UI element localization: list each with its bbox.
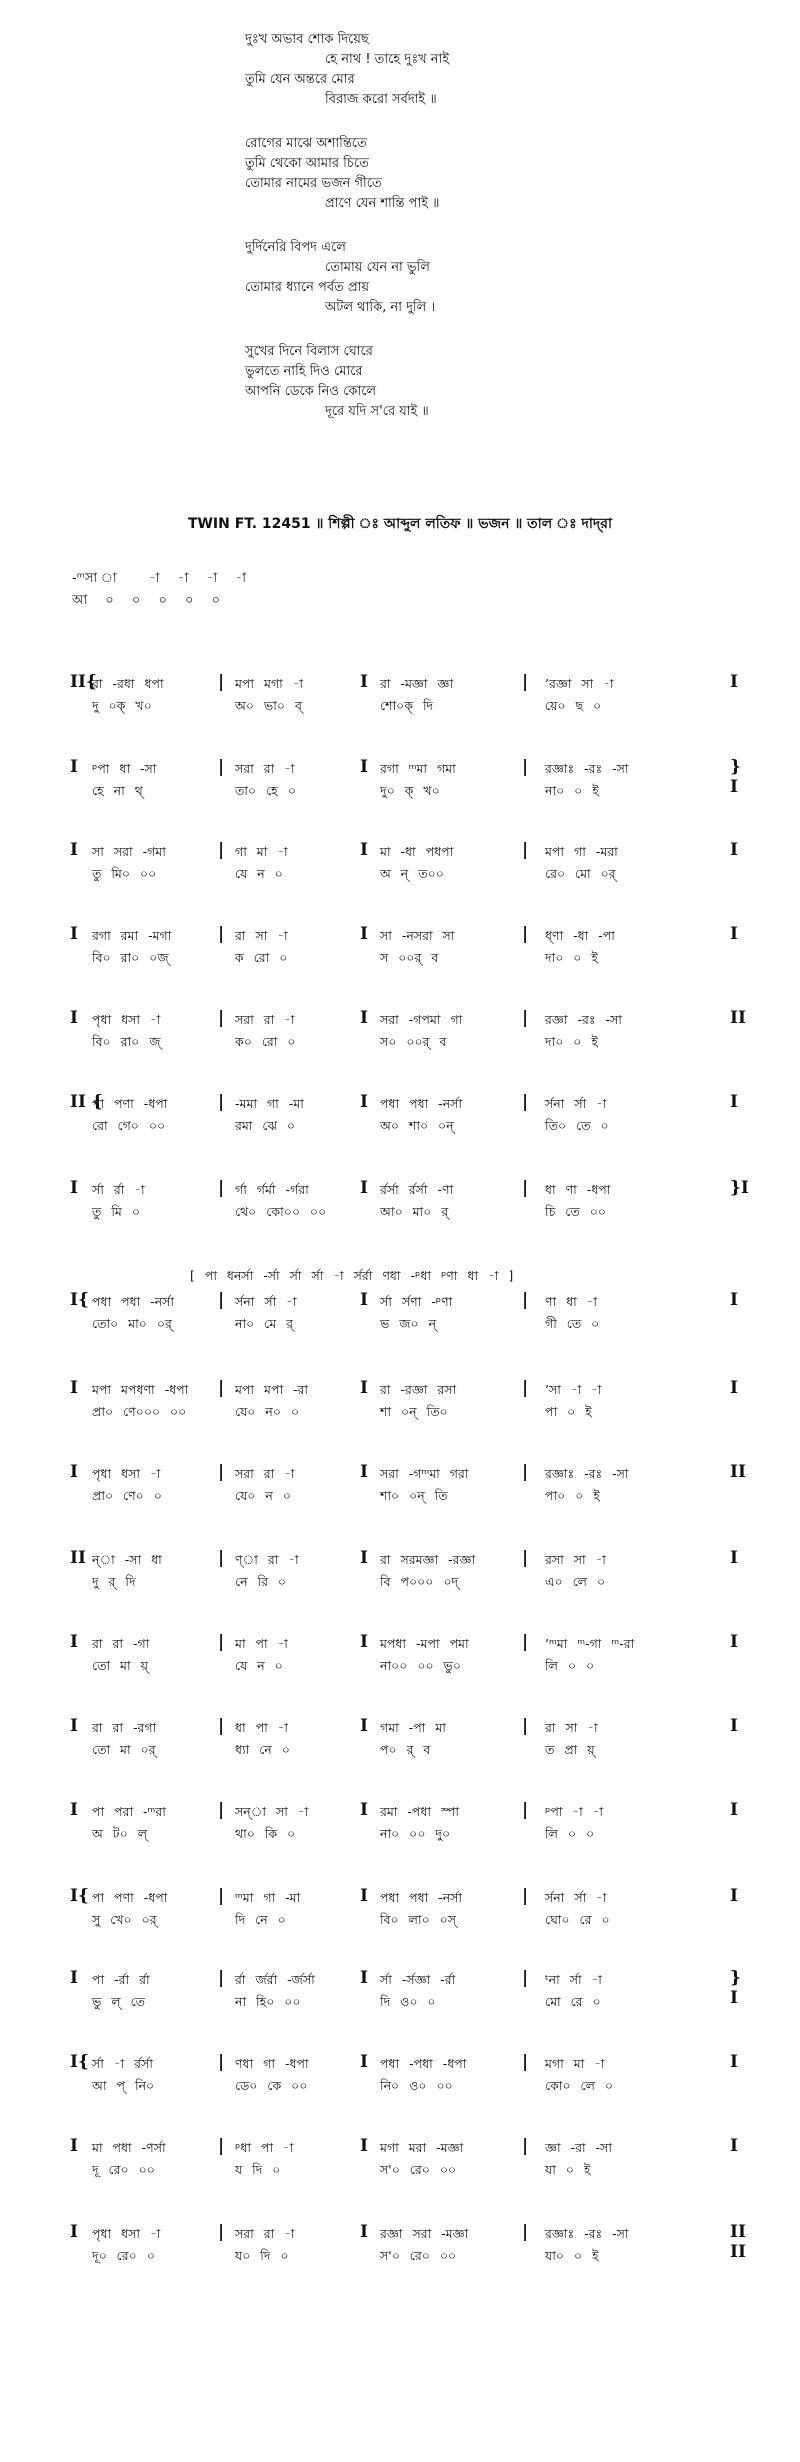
syllable-text: সু খে০ ০র্ [92,1912,157,1927]
swara-text: পধা পধা -নর্সা [380,1890,463,1905]
swara-text: সন্া সা -া [235,1804,309,1819]
notation-line [70,840,750,892]
swara-text: পা -র্রা র্রা [92,1972,150,1987]
bar-line: | [218,1462,225,1482]
stanza [245,238,449,318]
bar-line: I [70,1378,78,1398]
swara-text: ᵗনা র্সা -া [545,1972,602,1987]
swara-text: র্সনা র্সা -া [235,1294,297,1309]
swara-text: রা রা -রগা [92,1720,157,1735]
lyric-line: তোমায় যেন না ভুলি [325,260,430,275]
swara-text: র্সা র্সণা -ᵖণা [380,1294,453,1309]
syllable-text: প্রা০ ণে০ ০ [92,1488,162,1503]
bar-line: I [360,672,368,692]
syllable-text: ক রো ০ [235,950,288,965]
swara-text: মা পধা -ণর্সা [92,2140,166,2155]
syllable-text: বি০ রা০ জ্ [92,1034,161,1049]
bar-line: I [70,2222,78,2242]
lyric-line: সুখের দিনে বিলাস ঘোরে [245,344,373,359]
bar-line: II [730,1462,746,1482]
swara-text: রা সা -া [545,1720,598,1735]
swara-text: সা -নসরা সা [380,928,455,943]
swara-text: রজ্ঞাঃ -রঃ -সা [545,2226,629,2241]
bar-line: I [360,1800,368,1820]
swara-text: র্সা -া র্রর্সা [92,2056,153,2071]
syllable-text: দু র্ দি [92,1574,136,1589]
syllable-text: যা ০ ই [545,2162,591,2177]
swara-text: পৃধা ধসা -া [92,2226,161,2241]
bar-line: | [522,2136,529,2156]
syllable-text: কো০ লে ০ [545,2078,614,2093]
bar-line: I [360,1092,368,1112]
notation-line [70,1632,750,1684]
syllable-text: ক০ রো ০ [235,1034,296,1049]
syllable-text: তু মি০ ০০ [92,866,157,881]
bar-line: I [360,1008,368,1028]
swara-text: রা সা -া [235,928,288,943]
notation-line [70,2222,750,2274]
syllable-text: লি ০ ০ [545,1826,595,1841]
swara-text: র্সনা র্সা -া [545,1096,607,1111]
bar-line: | [218,1548,225,1568]
syllable-text: থে০ কো০০ ০০ [235,1204,327,1219]
bar-line: | [218,1632,225,1652]
bar-line: I [730,1886,738,1906]
swara-text: সরা রা -া [235,1466,295,1481]
bar-line: | [522,924,529,944]
bar-line: | [218,2136,225,2156]
swara-text: পৃধা ধসা -া [92,1466,161,1481]
notation-line [70,672,750,724]
bar-line: I{ [70,2052,89,2072]
bar-line: I [70,1632,78,1652]
bar-line: I [360,1462,368,1482]
bar-line: I [730,1548,738,1568]
bar-line: | [522,1968,529,1988]
syllable-text: শা ০ন্ তি০ [380,1404,448,1419]
bar-line: I [730,1716,738,1736]
lyric-line: দুর্দিনেরি বিপদ এলে [245,240,346,255]
swara-text: র্রর্সা র্রর্সা -ণা [380,1182,454,1197]
bar-line: | [522,1632,529,1652]
syllable-text: নে রি ০ [235,1574,287,1589]
swara-text: ʼরজ্ঞা সা -া [545,676,614,691]
syllable-text: না০০ ০০ ভু০ [380,1658,461,1673]
swara-text: মগা মা -া [545,2056,605,2071]
notation-line [70,1008,750,1060]
swara-text: রগা রমা -মগা [92,928,172,943]
syllable-text: রে০ মো ০র্ [545,866,616,881]
swara-text: পধা পধা -নর্সা [92,1294,175,1309]
syllable-text: দূ রে০ ০০ [92,2162,155,2177]
swara-text: ধা পা -া [235,1720,288,1735]
stanza [245,134,449,214]
syllable-text: স ০০র্ ব [380,950,439,965]
swara-text: পা পরা -ᵐরা [92,1804,166,1819]
swara-text: মপধা -মপা পমা [380,1636,469,1651]
swara-text: র্রা র্জর্রা -র্জর্সা [235,1972,315,1987]
bar-line: | [218,1716,225,1736]
bar-line: I [360,1968,368,1988]
syllable-text: যে ন ০ [235,866,283,881]
intro-swara-row: -ᵐসা া -া -া -া -া [72,571,247,586]
notation-line [70,1886,750,1938]
syllable-text: প্রা০ ণে০০০ ০০ [92,1404,187,1419]
notation-line [70,1716,750,1768]
stanza [245,30,449,110]
syllable-text: তা০ হে ০ [235,783,296,798]
swara-text: ণ্া রা -া [235,1552,299,1567]
notation-line [70,1800,750,1852]
swara-text: সরা -গপমা গা [380,1012,463,1027]
notation-line [70,1378,750,1430]
syllable-text: দি নে ০ [235,1912,286,1927]
syllable-text: দু ০ক্ খ০ [92,698,152,713]
bar-line: I [360,924,368,944]
syllable-text: য়ে০ ছ ০ [545,698,602,713]
swara-text: মপা গা -মরা [545,844,618,859]
bar-line: | [218,1290,225,1310]
bar-line: | [218,2222,225,2242]
lyric-line: প্রাণে যেন শান্তি পাই ॥ [325,196,440,211]
swara-text: মা -ধা পধপা [380,844,454,859]
syllable-text: অ০ শা০ ০ন্ [380,1118,454,1133]
syllable-text: থা০ কি ০ [235,1826,296,1841]
lyric-line: তোমার ধ্যানে পর্বত প্রায় [245,280,370,295]
swara-text: রমা -পধা স্পা [380,1804,459,1819]
syllable-text: য দি ০ [235,2162,281,2177]
swara-text: র্গা র্গর্মা -র্গরা [235,1182,309,1197]
syllable-text: না হি০ ০০ [235,1994,301,2009]
bar-line: | [522,1548,529,1568]
swara-text: র্সনা র্সা -া [545,1890,607,1905]
bar-line: I [360,1290,368,1310]
swara-text: রজ্ঞাঃ -রঃ -সা [545,761,629,776]
bar-line: II II [730,2222,746,2262]
swara-text: মা পা -া [235,1636,288,1651]
bar-line: | [218,1178,225,1198]
bar-line: | [218,1968,225,1988]
bar-line: } I [730,1968,741,2008]
notation-line [70,1268,750,1342]
swara-text: জ্ঞা -রা -সা [545,2140,612,2155]
syllable-text: গী তে ০ [545,1316,600,1331]
intro-lyric-row: আ ০ ০ ০ ০ ০ [72,593,221,608]
bar-line: I [360,840,368,860]
swara-text: পধা -পধা -ধপা [380,2056,467,2071]
swara-text: র্সা র্রা -া [92,1182,145,1197]
syllable-text: পা০ ০ ই [545,1488,600,1503]
lyric-line: হে নাথ ! তাহে দুঃখ নাই [325,52,450,67]
syllable-text: পা ০ ই [545,1404,592,1419]
swara-text: রজ্ঞা -রঃ -সা [545,1012,622,1027]
bar-line: | [522,1800,529,1820]
syllable-text: না০ ০০ দু০ [380,1826,451,1841]
bar-line: I [70,1968,78,1988]
syllable-text: দূ০ রে০ ০ [92,2248,155,2263]
notation-line [70,2052,750,2104]
bar-line: I [360,1378,368,1398]
swara-text: রা -রজ্ঞা রসা [380,1382,457,1397]
bar-line: | [522,1716,529,1736]
syllable-text: না০ মে র্ [235,1316,294,1331]
syllable-text: মো রে ০ [545,1994,601,2009]
syllable-text: বি০ লা০ ০স্ [380,1912,457,1927]
lyric-line: বিরাজ করো সর্বদাই ॥ [325,92,437,107]
swara-text: পধা পধা -নর্সা [380,1096,463,1111]
swara-text: ণধা গা -ধপা [235,2056,309,2071]
bar-line: I [730,672,738,692]
bar-line: I [730,1800,738,1820]
bar-line: I [360,1548,368,1568]
bar-line: I [730,2136,738,2156]
bar-line: | [522,757,529,777]
bar-line: | [522,1290,529,1310]
bar-line: | [522,1378,529,1398]
syllable-text: স'০ রে০ ০০ [380,2248,457,2263]
lyric-line: ভুলতে নাহি দিও মোরে [245,364,363,379]
swara-text: ন্া -সা ধা [92,1552,162,1567]
notation-line [70,1178,750,1230]
syllable-text: ভু ল্ তে [92,1994,146,2009]
swara-text: পা পণা -ধপা [92,1096,168,1111]
syllable-text: ডে০ কে ০০ [235,2078,308,2093]
bar-line: I [730,924,738,944]
syllable-text: ধ্যা নে ০ [235,1742,290,1757]
swara-text: রগা ᵐমা গমা [380,761,456,776]
notation-line [70,757,750,809]
swara-text: সরা রা -া [235,761,295,776]
syllable-text: শো০ক্ দি [380,698,434,713]
bar-line: | [522,840,529,860]
syllable-text: অ০ ভা০ ব্ [235,698,302,713]
syllable-text: তো মা য়্ [92,1658,148,1673]
swara-text: গমা -পা মা [380,1720,446,1735]
swara-text: ʼᵐমা ᵐ-গা ᵐ-রা [545,1636,635,1651]
syllable-text: রমা ঝে ০ [235,1118,296,1133]
syllable-text: না০ ০ ই [545,783,599,798]
song-header: TWIN FT. 12451 ॥ শিল্পী ঃ আব্দুল লতিফ ॥ ভজন ॥ তাল ঃ দাদ্‌রা [187,516,613,532]
bar-line: | [522,1008,529,1028]
bar-line: I [730,840,738,860]
swara-text: মপা মগা -া [235,676,304,691]
syllable-text: স'০ রে০ ০০ [380,2162,457,2177]
intro-notation [72,568,246,612]
syllable-text: তু মি ০ [92,1204,140,1219]
bar-line: | [218,672,225,692]
syllable-text: দু০ ক্ খ০ [380,783,440,798]
bar-line: I [360,1886,368,1906]
syllable-text: দা০ ০ ই [545,950,598,965]
swara-text: র্সা -র্সজ্ঞা -র্রা [380,1972,456,1987]
bar-line: II [70,1548,86,1568]
bar-line: | [522,1462,529,1482]
bar-line: II [730,1008,746,1028]
bar-line: I [70,1462,78,1482]
bar-line: | [218,1008,225,1028]
syllable-text: দা০ ০ ই [545,1034,598,1049]
bar-line: I [730,1378,738,1398]
bar-line: | [218,1378,225,1398]
lyric-line: আপনি ডেকে নিও কোলে [245,384,377,399]
stanza [245,342,449,422]
swara-text: -মমা গা -মা [235,1096,304,1111]
lyric-line: তুমি যেন অন্তরে মোর [245,72,355,87]
bar-line: | [218,2052,225,2072]
syllable-text: তো মা ০র্ [92,1742,156,1757]
bar-line: I [360,2136,368,2156]
swara-text: সরা রা -া [235,1012,295,1027]
swara-text: ʼসা -া -া [545,1382,602,1397]
swara-text: রসা সা -া [545,1552,606,1567]
syllable-text: যে০ ন০ ০ [235,1404,300,1419]
bar-line: I [360,2052,368,2072]
bar-line: I [360,1632,368,1652]
bar-line: I [360,757,368,777]
syllable-text: চি তে ০০ [545,1204,606,1219]
swara-text: ধা ণা -ধপা [545,1182,611,1197]
syllable-text: বি০ রা০ ০জ্ [92,950,169,965]
bar-line: I [70,1800,78,1820]
syllable-text: ত প্রা য়্ [545,1742,595,1757]
syllable-text: আ প্ নি০ [92,2078,155,2093]
syllable-text: য০ দি ০ [235,2248,289,2263]
bar-line: I [70,1178,78,1198]
notation-line [70,1462,750,1514]
syllable-text: লি ০ ০ [545,1658,595,1673]
bar-line: I [70,2136,78,2156]
syllable-text: তো০ মা০ ০র্ [92,1316,172,1331]
swara-text: মপা মপা -রা [235,1382,309,1397]
bar-line: I [70,1008,78,1028]
swara-text: রজ্ঞা সরা -মজ্ঞা [380,2226,469,2241]
bar-line: I [70,840,78,860]
bar-line: I{ [70,1886,89,1906]
swara-text: ᵖধা পা -া [235,2140,294,2155]
swara-text: সরা -গᵐমা গরা [380,1466,469,1481]
bar-line: II{ [70,672,97,692]
bar-line: I [730,1632,738,1652]
bar-line: | [522,2222,529,2242]
bar-line: | [522,2052,529,2072]
syllable-text: দি ও০ ০ [380,1994,436,2009]
syllable-text: ঘো০ রে ০ [545,1912,610,1927]
syllable-text: শা০ ০ন্ তি [380,1488,448,1503]
syllable-text: যে ন ০ [235,1658,283,1673]
notation-line [70,1092,750,1144]
notation-line [70,1548,750,1600]
bar-line: | [218,1800,225,1820]
swara-text: রা -মজ্ঞা জ্ঞা [380,676,454,691]
bar-line: I [360,1178,368,1198]
bar-line: | [218,1092,225,1112]
notation-line [70,924,750,976]
syllable-text: বি প০০০ ০দ্ [380,1574,459,1589]
bar-line: I [360,2222,368,2242]
swara-text: রজ্ঞাঃ -রঃ -সা [545,1466,629,1481]
syllable-text: আ০ মা০ র্ [380,1204,449,1219]
syllable-text: অ ন্ ত০০ [380,866,444,881]
lyric-line: অটল থাকি, না দুলি । [325,300,436,315]
bar-line: I{ [70,1290,89,1310]
bar-line: | [218,1886,225,1906]
swara-text: গা মা -া [235,844,288,859]
syllable-text: নি০ ও০ ০০ [380,2078,453,2093]
bar-line: | [218,840,225,860]
syllable-text: অ ট০ ল্ [92,1826,148,1841]
notation-line [70,1968,750,2020]
lyric-line: দূরে যদি স'রে যাই ॥ [325,404,429,419]
bar-line: II { [70,1092,103,1112]
swara-text: সরা রা -া [235,2226,295,2241]
bar-line: | [218,757,225,777]
swara-text: ᵐমা গা -মা [235,1890,301,1905]
syllable-text: প০ র্ ব [380,1742,431,1757]
syllable-text: যে০ ন ০ [235,1488,291,1503]
bar-line: | [522,1178,529,1198]
syllable-text: রো গে০ ০০ [92,1118,166,1133]
bar-line: | [522,672,529,692]
swara-text: পা পণা -ধপা [92,1890,168,1905]
syllable-text: ভ জ০ ন্ [380,1316,437,1331]
swara-text: সা সরা -গমা [92,844,166,859]
bar-line: }I [730,1178,749,1198]
notation-line [70,2136,750,2188]
bar-line: I [730,1290,738,1310]
swara-text: ণা ধা -া [545,1294,598,1309]
lyric-line: রোগের মাঝে অশান্তিতে [245,136,367,151]
syllable-text: স০ ০০র্ ব [380,1034,447,1049]
alternate-swara-row: [ পা ধনর্সা -র্সা র্সা র্সা -া র্সর্রা ণধা -ᵖধা ᵖণা ধা -া ] [190,1268,514,1283]
swara-text: মপা মপধণা -ধপা [92,1382,189,1397]
bar-line: | [522,1886,529,1906]
bar-line: I [70,1716,78,1736]
syllable-text: এ০ লে ০ [545,1574,606,1589]
swara-text: রা রা -গা [92,1636,150,1651]
swara-text: ধ্ণা -ধা -পা [545,928,615,943]
swara-text: রা -রধা ধপা [92,676,164,691]
swara-text: রা সরমজ্ঞা -রজ্ঞা [380,1552,476,1567]
swara-text: পৃধা ধসা -া [92,1012,161,1027]
swara-text: ᵖপা ধা -সা [92,761,157,776]
bar-line: I [730,1092,738,1112]
syllable-text: হে না থ্ [92,783,143,798]
bar-line: I [70,924,78,944]
bar-line: } I [730,757,741,797]
bar-line: I [360,1716,368,1736]
bar-line: I [730,2052,738,2072]
swara-text: ᵖপা -া -া [545,1804,603,1819]
bar-line: | [522,1092,529,1112]
syllable-text: তি০ তে ০ [545,1118,609,1133]
bar-line: | [218,924,225,944]
lyric-line: তোমার নামের ভজন গীতে [245,176,382,191]
lyric-line: দুঃখ অভাব শোক দিয়েছ [245,32,369,47]
swara-text: মগা মরা -মজ্ঞা [380,2140,464,2155]
lyric-line: তুমি থেকো আমার চিতে [245,156,369,171]
syllable-text: যা০ ০ ই [545,2248,599,2263]
bar-line: I [70,757,78,777]
lyrics-block [245,30,449,446]
